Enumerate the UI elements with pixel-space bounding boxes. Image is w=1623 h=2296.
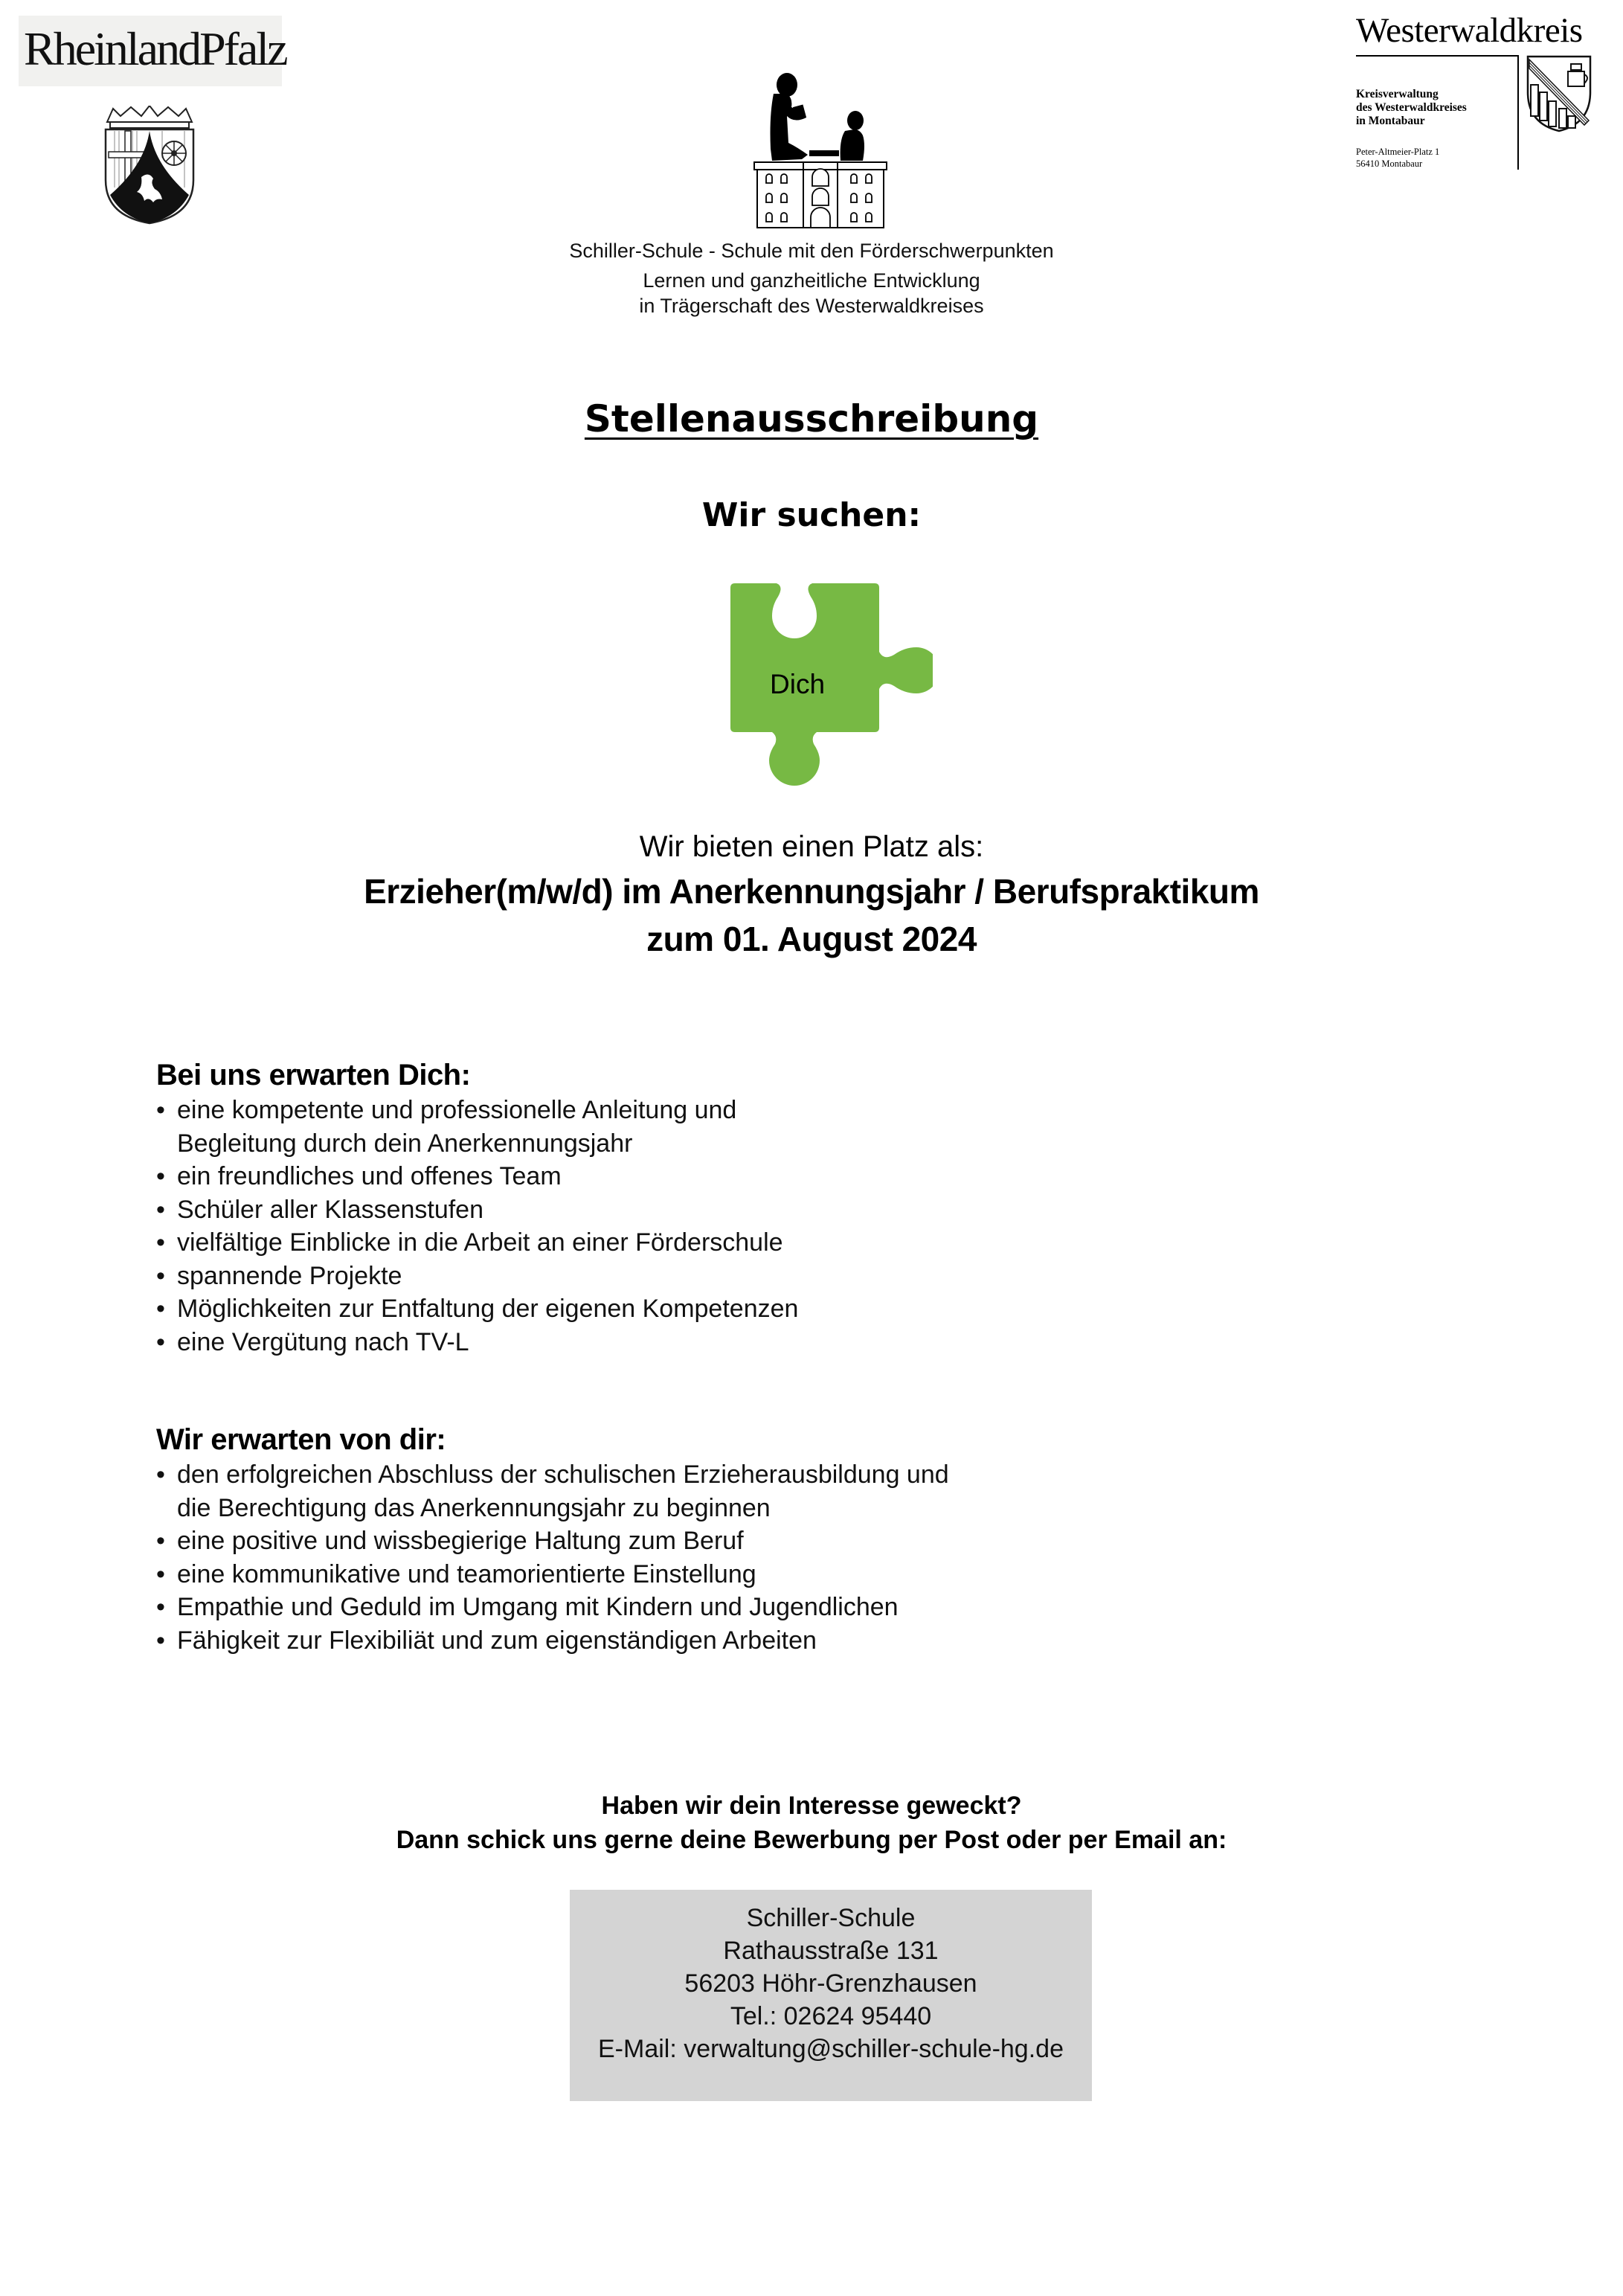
list-item: • ein freundliches und offenes Team [156,1160,1272,1193]
rheinland-pfalz-wordmark: RheinlandPfalz [24,22,286,75]
list-item: • vielfältige Einblicke in die Arbeit an einer Förderschule [156,1226,1272,1260]
list-item: • eine kompetente und professionelle Anleitung und [156,1094,1272,1127]
list-item-continuation: die Berechtigung das Anerkennungsjahr zu beginnen [177,1493,771,1522]
puzzle-label: Dich [770,669,826,699]
bullet-icon: • [156,1559,165,1588]
benefits-section [156,1056,1272,1359]
requirements-list [156,1458,1272,1657]
rheinland-pfalz-coat-of-arms-icon [100,106,199,225]
list-item: • Schüler aller Klassenstufen [156,1193,1272,1227]
divider [1356,55,1518,57]
contact-street: Rathausstraße 131 [723,1937,939,1965]
school-sponsor-line: in Trägerschaft des Westerwaldkreises [639,295,984,317]
list-item-continuation: Begleitung durch dein Anerkennungsjahr [177,1129,633,1158]
list-item: • den erfolgreichen Abschluss der schulischen Erzieherausbildung und [156,1458,1272,1492]
bullet-icon: • [156,1096,165,1124]
school-name-line: Schiller-Schule - Schule mit den Förderschwerpunkten [569,240,1054,262]
list-item: • eine kommunikative und teamorientierte Einstellung [156,1558,1272,1591]
bullet-icon: • [156,1327,165,1356]
school-building-reading-figures-icon [750,71,891,229]
bullet-icon: • [156,1261,165,1290]
bullet-icon: • [156,1162,165,1190]
subtitle: Wir suchen: [701,496,922,534]
contact-box [570,1890,1092,2101]
benefits-heading: Bei uns erwarten Dich: [156,1059,471,1091]
benefits-list [156,1094,1272,1359]
westerwaldkreis-wordmark: Westerwaldkreis [1356,11,1583,50]
contact-city: 56203 Höhr-Grenzhausen [684,1969,977,1998]
bullet-icon: • [156,1527,165,1555]
bullet-icon: • [156,1195,165,1224]
contact-phone: Tel.: 02624 95440 [730,2002,932,2030]
district-org-name: Kreisverwaltung des Westerwaldkreises in Montabaur [1356,88,1467,127]
bullet-icon: • [156,1593,165,1621]
bullet-icon: • [156,1228,165,1257]
divider [1517,55,1519,170]
contact-name: Schiller-Schule [746,1904,916,1932]
list-item: • Empathie und Geduld im Umgang mit Kindern und Jugendlichen [156,1591,1272,1624]
westerwaldkreis-coat-of-arms-icon [1526,55,1592,132]
bullet-icon: • [156,1295,165,1323]
page-title: Stellenausschreibung [584,397,1039,440]
cta-question: Haben wir dein Interesse geweckt? [601,1792,1022,1820]
bullet-icon: • [156,1460,165,1489]
contact-email[interactable]: E-Mail: verwaltung@schiller-schule-hg.de [598,2035,1064,2063]
bullet-icon: • [156,1626,165,1655]
list-item: • Möglichkeiten zur Entfaltung der eigenen Kompetenzen [156,1292,1272,1326]
school-focus-line: Lernen und ganzheitliche Entwicklung [643,269,980,292]
list-item: • spannende Projekte [156,1260,1272,1293]
offer-role: Erzieher(m/w/d) im Anerkennungsjahr / Berufspraktikum [364,872,1259,911]
list-item: • eine positive und wissbegierige Haltung zum Beruf [156,1524,1272,1558]
offer-start-date: zum 01. August 2024 [646,920,977,958]
district-address: Peter-Altmeier-Platz 1 56410 Montabaur [1356,147,1440,169]
list-item: • eine Vergütung nach TV-L [156,1326,1272,1359]
requirements-heading: Wir erwarten von dir: [156,1423,446,1456]
list-item: • Fähigkeit zur Flexibiliät und zum eigenständigen Arbeiten [156,1624,1272,1658]
requirements-section [156,1421,1272,1657]
cta-instruction: Dann schick uns gerne deine Bewerbung per Post oder per Email an: [396,1826,1227,1854]
offer-intro: Wir bieten einen Platz als: [639,830,984,863]
